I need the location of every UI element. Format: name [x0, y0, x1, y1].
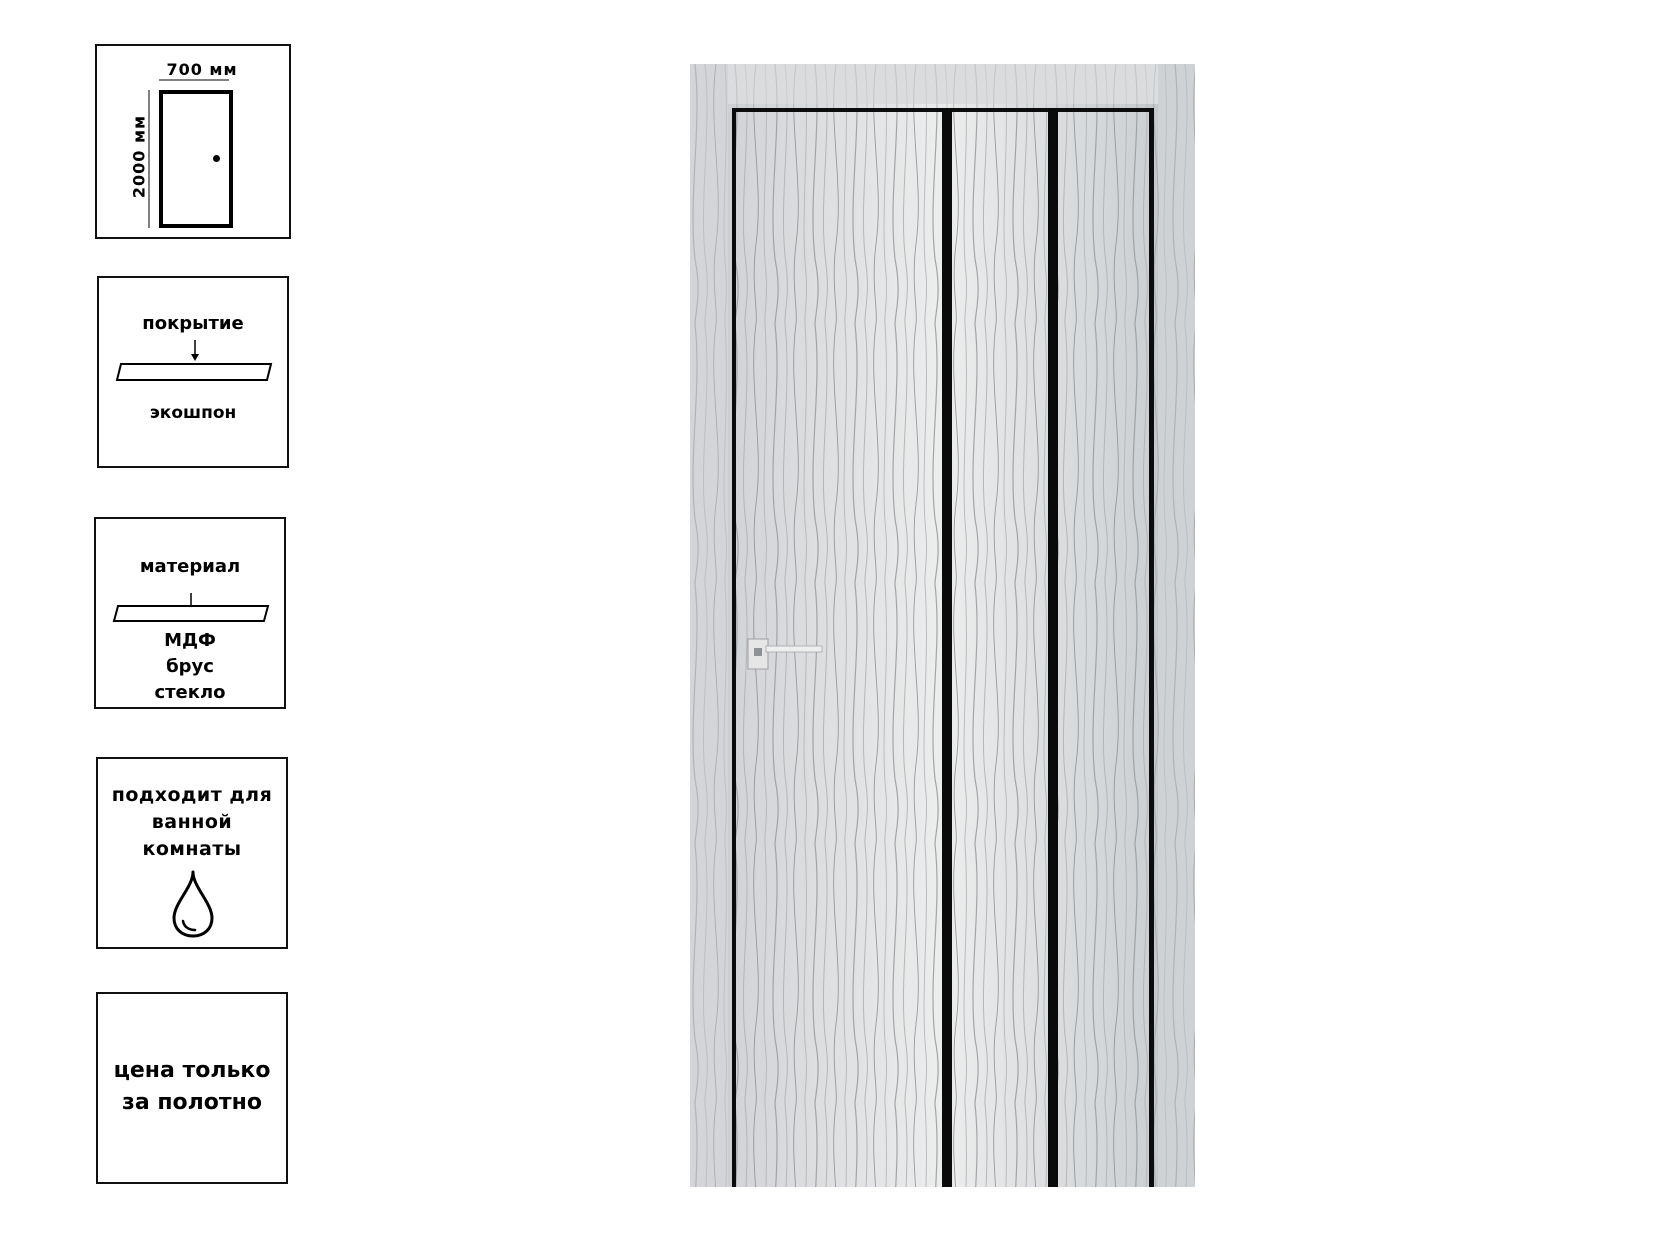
coating-value: экошпон — [149, 403, 237, 423]
water-drop-icon — [170, 869, 216, 939]
bathroom-card — [96, 757, 288, 949]
height-label: 2000 мм — [129, 114, 149, 199]
dimension-lines-icon — [97, 46, 293, 241]
coating-title: покрытие — [142, 313, 244, 334]
price-line-2: за полотно — [122, 1090, 262, 1115]
price-line-1: цена только — [113, 1058, 271, 1083]
material-value-1: МДФ — [164, 630, 216, 651]
layer-arrow-icon — [99, 278, 291, 470]
coating-card — [97, 276, 289, 468]
material-value-3: стекло — [154, 682, 226, 703]
price-card — [96, 992, 288, 1184]
bathroom-line-3: комнаты — [142, 838, 242, 860]
material-card — [94, 517, 286, 709]
material-title: материал — [139, 556, 241, 577]
width-label: 700 мм — [166, 60, 238, 79]
dimensions-card — [95, 44, 291, 239]
material-value-2: брус — [166, 656, 214, 677]
door-illustration — [690, 64, 1195, 1187]
bathroom-line-1: подходит для — [111, 784, 273, 806]
door-product-image — [690, 64, 1195, 1187]
bathroom-line-2: ванной — [151, 811, 233, 833]
